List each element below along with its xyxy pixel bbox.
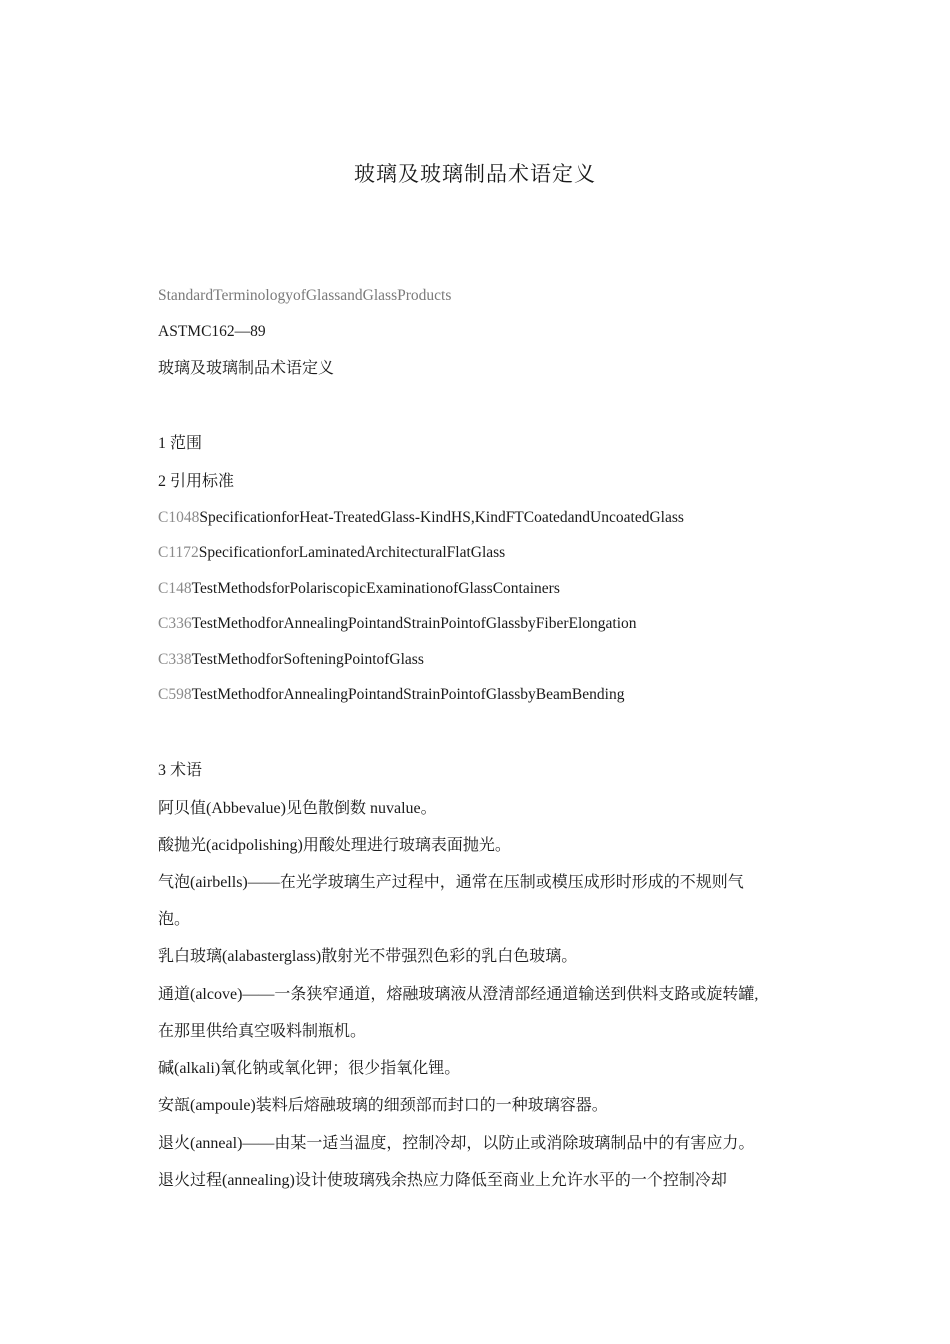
document-subtitle: 玻璃及玻璃制品术语定义	[158, 360, 335, 377]
term-line: 退火(anneal)——由某一适当温度，控制冷却，以防止或消除玻璃制品中的有害应力。	[158, 1135, 755, 1152]
english-title: StandardTerminologyofGlassandGlassProducts	[158, 287, 452, 304]
reference-code: C336	[158, 615, 192, 632]
reference-title: SpecificationforHeat-TreatedGlass-KindHS,KindFTCoatedandUncoatedGlass	[199, 509, 684, 526]
term-line: 气泡(airbells)——在光学玻璃生产过程中，通常在压制或模压成形时形成的不规则气	[158, 874, 744, 891]
term-line: 碱(alkali)氧化钠或氧化钾；很少指氧化锂。	[158, 1060, 461, 1077]
term-line: 酸抛光(acidpolishing)用酸处理进行玻璃表面抛光。	[158, 837, 511, 854]
reference-item	[158, 578, 560, 600]
section-scope-heading: 1 范围	[158, 435, 203, 452]
reference-item	[158, 542, 505, 564]
section-terms-heading: 3 术语	[158, 762, 203, 779]
term-line: 在那里供给真空吸料制瓶机。	[158, 1023, 367, 1040]
term-line: 安瓿(ampoule)装料后熔融玻璃的细颈部而封口的一种玻璃容器。	[158, 1097, 608, 1114]
document-title: 玻璃及玻璃制品术语定义	[354, 162, 596, 186]
reference-code: C338	[158, 651, 192, 668]
reference-item	[158, 507, 684, 529]
reference-item	[158, 613, 637, 635]
reference-item	[158, 649, 424, 671]
reference-title: TestMethodforSofteningPointofGlass	[191, 651, 424, 668]
reference-code: C1048	[158, 509, 200, 526]
reference-code: C1172	[158, 544, 199, 561]
reference-title: SpecificationforLaminatedArchitecturalFlatGlass	[198, 544, 506, 561]
section-references-heading: 2 引用标准	[158, 473, 235, 490]
standard-number: ASTMC162—89	[158, 323, 266, 340]
term-line: 泡。	[158, 911, 191, 928]
reference-code: C148	[158, 580, 192, 597]
reference-title: TestMethodforAnnealingPointandStrainPointofGlassbyBeamBending	[191, 686, 625, 703]
reference-code: C598	[158, 686, 192, 703]
term-line: 阿贝值(Abbevalue)见色散倒数 nuvalue。	[158, 800, 437, 817]
term-line: 通道(alcove)——一条狭窄通道，熔融玻璃液从澄清部经通道输送到供料支路或旋转罐,	[158, 986, 759, 1003]
reference-title: TestMethodforAnnealingPointandStrainPointofGlassbyFiberElongation	[191, 615, 637, 632]
term-line: 退火过程(annealing)设计使玻璃残余热应力降低至商业上允许水平的一个控制冷却	[158, 1172, 727, 1189]
term-line: 乳白玻璃(alabasterglass)散射光不带强烈色彩的乳白色玻璃。	[158, 948, 578, 965]
reference-item	[158, 684, 624, 706]
reference-title: TestMethodsforPolariscopicExaminationofGlassContainers	[191, 580, 560, 597]
